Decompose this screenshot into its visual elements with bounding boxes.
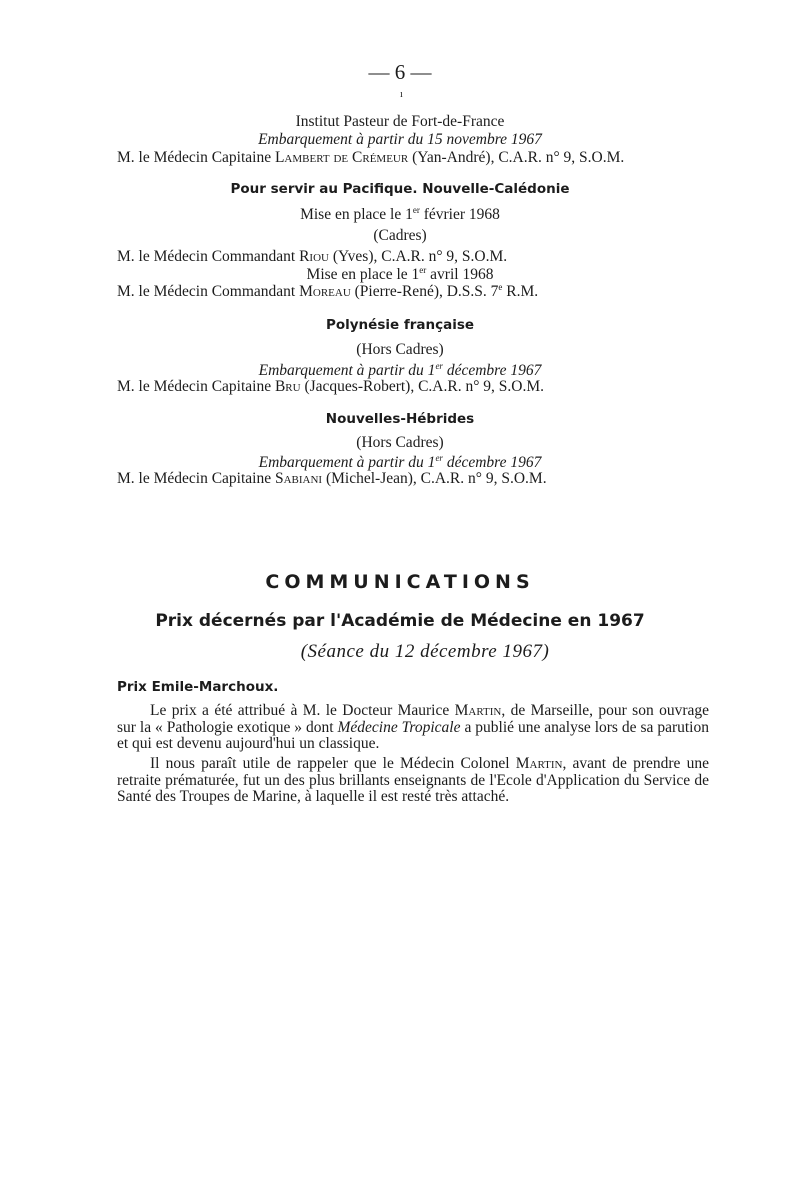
polynesie-embark: Embarquement à partir du 1er décembre 1967 xyxy=(258,360,542,379)
communications-title: COMMUNICATIONS xyxy=(265,571,535,593)
session-date: (Séance du 12 décembre 1967) xyxy=(300,641,550,662)
paragraph-2: Il nous paraît utile de rappeler que le Médecin Colonel Martin, avant de prendre une retraite prématurée, fut un des plus brillants enseignants de l'Ecole d'Application du Service de Santé des Troupes de Marine, à laquelle il est resté très attaché. xyxy=(117,755,709,805)
hebrides-person: M. le Médecin Capitaine Sabiani (Michel-Jean), C.A.R. n° 9, S.O.M. xyxy=(117,470,547,487)
pasteur-heading: Institut Pasteur de Fort-de-France xyxy=(295,113,505,130)
hebrides-embark: Embarquement à partir du 1er décembre 1967 xyxy=(258,452,542,471)
pacifique-heading: Pour servir au Pacifique. Nouvelle-Calédonie xyxy=(230,181,570,197)
polynesie-heading: Polynésie française xyxy=(325,317,475,333)
pasteur-person: M. le Médecin Capitaine Lambert de Crémeur (Yan-André), C.A.R. n° 9, S.O.M. xyxy=(117,149,625,166)
page-number: — 6 — xyxy=(368,60,432,84)
pacifique-mise2: Mise en place le 1er avril 1968 xyxy=(306,264,494,283)
hebrides-hors: (Hors Cadres) xyxy=(356,434,444,451)
prize-subtitle: Prix décernés par l'Académie de Médecine en 1967 xyxy=(155,611,645,631)
pacifique-cadres: (Cadres) xyxy=(373,227,427,244)
paragraph-1: Le prix a été attribué à M. le Docteur Maurice Martin, de Marseille, pour son ouvrage sur la « Pathologie exotique » dont Médecine Tropicale a publié une analyse lors de sa parution et qui est devenu aujourd'hui un classique. xyxy=(117,702,710,752)
pasteur-embark: Embarquement à partir du 15 novembre 1967 xyxy=(258,131,542,148)
polynesie-hors: (Hors Cadres) xyxy=(356,341,444,358)
polynesie-person: M. le Médecin Capitaine Bru (Jacques-Robert), C.A.R. n° 9, S.O.M. xyxy=(117,378,545,395)
pacifique-person1: M. le Médecin Commandant Riou (Yves), C.A.R. n° 9, S.O.M. xyxy=(117,248,508,265)
pacifique-mise1: Mise en place le 1er février 1968 xyxy=(300,204,500,223)
pacifique-person2: M. le Médecin Commandant Moreau (Pierre-René), D.S.S. 7e R.M. xyxy=(117,281,539,300)
prize-label: Prix Emile-Marchoux. xyxy=(117,679,279,695)
hebrides-heading: Nouvelles-Hébrides xyxy=(325,411,475,427)
stray-mark: ı xyxy=(400,89,403,100)
